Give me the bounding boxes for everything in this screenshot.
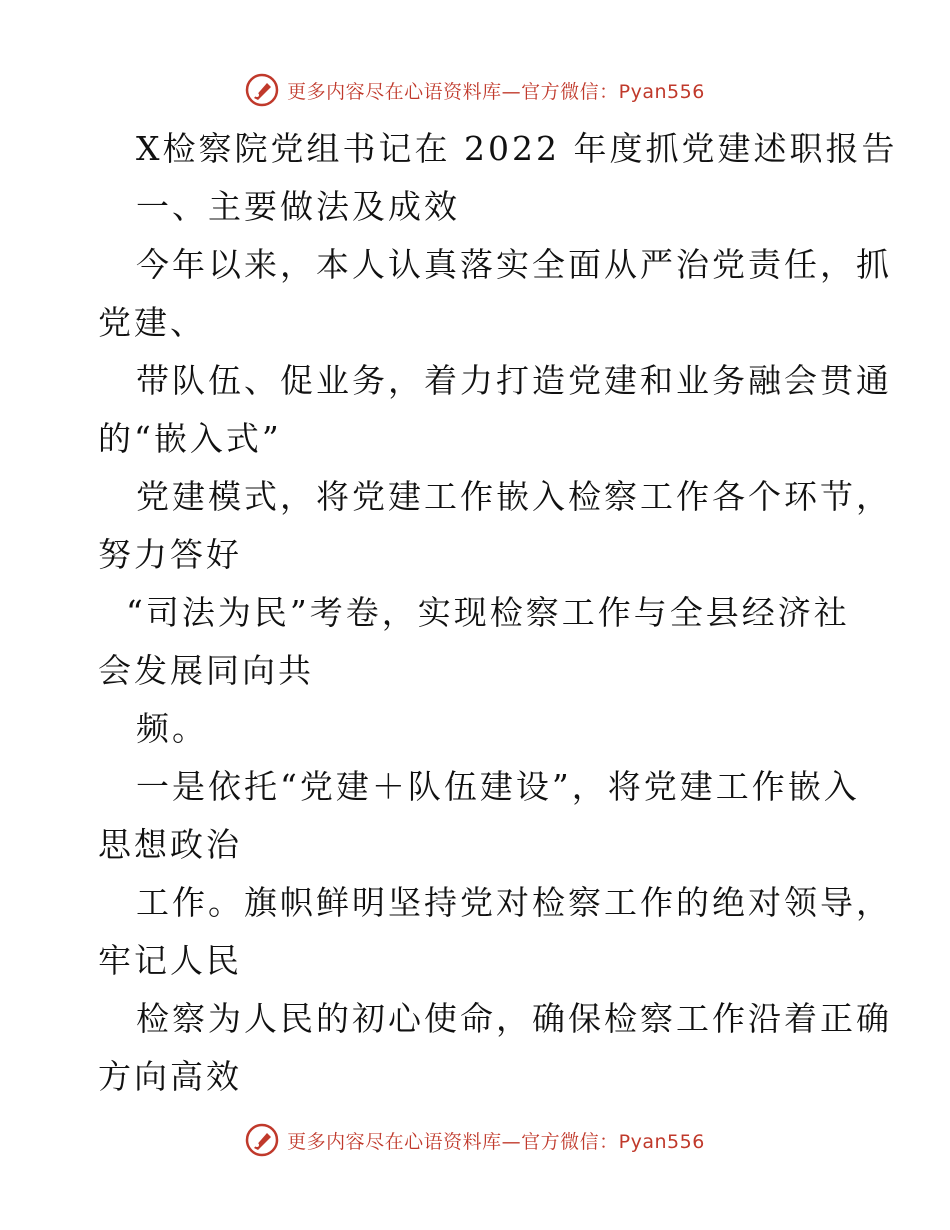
paragraph-line: 的“嵌入式” (98, 419, 282, 458)
pen-nib-logo-icon (245, 1123, 279, 1157)
section-heading: 一、主要做法及成效 (136, 187, 460, 226)
paragraph-line: 党建、 (98, 303, 206, 342)
paragraph-line: 工作。旗帜鲜明坚持党对检察工作的绝对领导， (136, 883, 892, 922)
paragraph-line: 努力答好 (98, 535, 242, 574)
paragraph-line: 牢记人民 (98, 941, 242, 980)
watermark-banner-bottom (0, 1120, 950, 1160)
watermark-banner-top (0, 70, 950, 110)
paragraph-line: “司法为民”考卷，实现检察工作与全县经济社 (126, 593, 850, 632)
paragraph-line: 一是依托“党建＋队伍建设”，将党建工作嵌入 (136, 767, 860, 806)
paragraph-line: 会发展同向共 (98, 651, 314, 690)
paragraph-line: 带队伍、促业务，着力打造党建和业务融会贯通 (136, 361, 892, 400)
paragraph-line: 思想政治 (98, 825, 242, 864)
watermark-text: 更多内容尽在心语资料库—官方微信：Pyan556 (287, 80, 705, 103)
document-title: X检察院党组书记在 2022 年度抓党建述职报告 (136, 129, 898, 168)
pen-nib-logo-icon (245, 73, 279, 107)
document-body (98, 120, 898, 1106)
paragraph-line: 方向高效 (98, 1057, 242, 1096)
watermark-text: 更多内容尽在心语资料库—官方微信：Pyan556 (287, 1130, 705, 1153)
paragraph-line: 党建模式，将党建工作嵌入检察工作各个环节， (136, 477, 892, 516)
paragraph-line: 检察为人民的初心使命，确保检察工作沿着正确 (136, 999, 892, 1038)
paragraph-line: 今年以来，本人认真落实全面从严治党责任，抓 (136, 245, 892, 284)
paragraph-line: 频。 (136, 709, 208, 748)
